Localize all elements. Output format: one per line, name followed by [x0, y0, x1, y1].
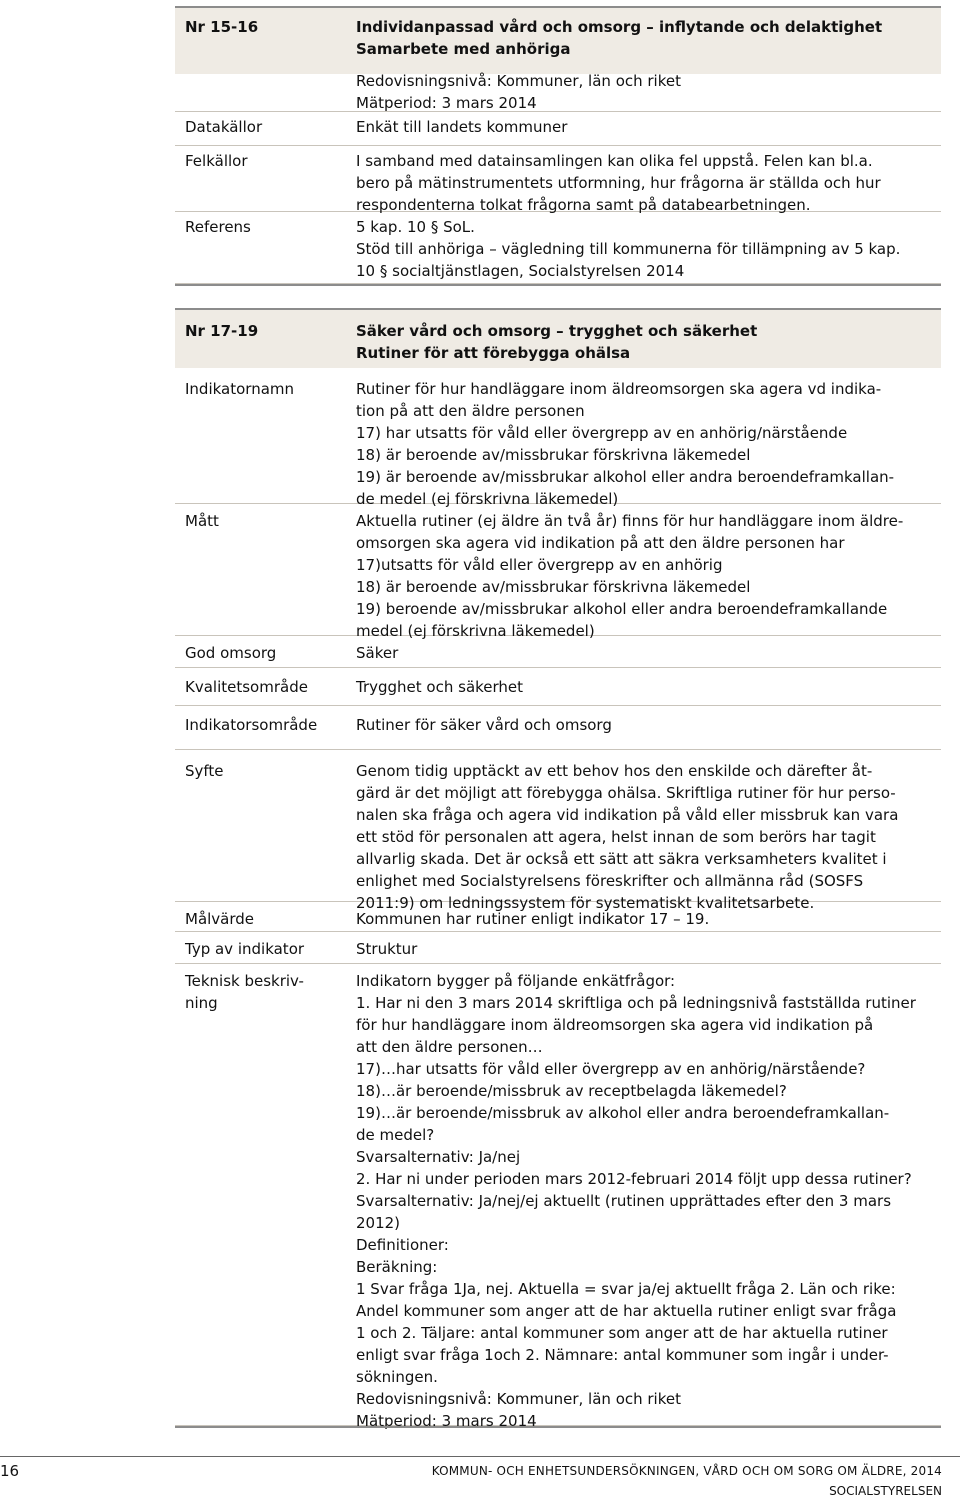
row-value: [356, 378, 936, 510]
value-line: 17)utsatts för våld eller övergrepp av en anhörig: [356, 556, 723, 574]
table-row: [175, 112, 941, 146]
value-line: Beräkning:: [356, 1258, 438, 1276]
value-line: omsorgen ska agera vid indikation på att den äldre personen har: [356, 534, 845, 552]
table-row: [175, 66, 941, 112]
row-value: [356, 970, 936, 1432]
value-line: Svarsalternativ: Ja/nej/ej aktuellt (rutinen upprättades efter den 3 mars: [356, 1192, 892, 1210]
value-line: bero på mätinstrumentets utformning, hur frågorna är ställda och hur: [356, 174, 881, 192]
value-line: 2012): [356, 1214, 401, 1232]
row-label: Datakällor: [185, 118, 263, 136]
table-row: [175, 638, 941, 668]
value-line: 17)…har utsatts för våld eller övergrepp av en anhörig/närstående?: [356, 1060, 866, 1078]
value-line: tion på att den äldre personen: [356, 402, 585, 420]
value-line: Enkät till landets kommuner: [356, 118, 568, 136]
value-line: Mätperiod: 3 mars 2014: [356, 1412, 537, 1430]
table-row: [175, 212, 941, 284]
indicator-title: Säker vård och omsorg – trygghet och säkerhet Rutiner för att förebygga ohälsa: [356, 322, 758, 362]
value-line: 1 Svar fråga 1Ja, nej. Aktuella = svar ja/ej aktuellt fråga 2. Län och rike:: [356, 1280, 896, 1298]
page-number: 16: [0, 1462, 20, 1480]
value-line: 1 och 2. Täljare: antal kommuner som anger att de har aktuella rutiner: [356, 1324, 888, 1342]
value-line: ett stöd för personalen att agera, helst innan de som berörs har tagit: [356, 828, 876, 846]
footer-org: SOCIALSTYRELSEN: [829, 1484, 942, 1498]
value-line: Aktuella rutiner (ej äldre än två år) finns för hur handläggare inom äldre-: [356, 512, 904, 530]
value-line: allvarlig skada. Det är också ett sätt att säkra verksamheters kvalitet i: [356, 850, 887, 868]
value-line: Struktur: [356, 940, 418, 958]
value-line: medel (ej förskrivna läkemedel): [356, 622, 595, 640]
indicator-number: Nr 15-16: [185, 18, 259, 36]
value-line: Stöd till anhöriga – vägledning till kommunerna för tillämpning av 5 kap.: [356, 240, 901, 258]
footer-title: KOMMUN- OCH ENHETSUNDERSÖKNINGEN, VÅRD OCH OM SORG OM ÄLDRE, 2014: [431, 1464, 942, 1478]
value-line: 18) är beroende av/missbrukar förskrivna läkemedel: [356, 446, 751, 464]
value-line: 10 § socialtjänstlagen, Socialstyrelsen 2014: [356, 262, 685, 280]
value-line: Säker: [356, 644, 399, 662]
row-label: God omsorg: [185, 644, 277, 662]
value-line: Redovisningsnivå: Kommuner, län och riket: [356, 72, 681, 90]
row-label: Indikatorsområde: [185, 716, 318, 734]
row-label: Syfte: [185, 762, 224, 780]
value-line: sökningen.: [356, 1368, 438, 1386]
value-line: Trygghet och säkerhet: [356, 678, 524, 696]
value-line: 5 kap. 10 § SoL.: [356, 218, 475, 236]
value-line: 2. Har ni under perioden mars 2012-februari 2014 följt upp dessa rutiner?: [356, 1170, 912, 1188]
table-header: [175, 310, 941, 368]
row-value: [356, 216, 936, 282]
table-row: [175, 904, 941, 932]
value-line: Mätperiod: 3 mars 2014: [356, 94, 537, 112]
table-row: [175, 966, 941, 1430]
value-line: 18) är beroende av/missbrukar förskrivna läkemedel: [356, 578, 751, 596]
value-line: de medel?: [356, 1126, 435, 1144]
value-line: 19) beroende av/missbrukar alkohol eller andra beroendeframkallande: [356, 600, 888, 618]
row-value: [356, 760, 936, 914]
row-value: [356, 510, 936, 642]
row-label: Felkällor: [185, 152, 248, 170]
value-line: 19) är beroende av/missbrukar alkohol eller andra beroendeframkallan-: [356, 468, 895, 486]
value-line: för hur handläggare inom äldreomsorgen ska agera vid indikation på: [356, 1016, 874, 1034]
value-line: enlighet med Socialstyrelsens föreskrifter och allmänna råd (SOSFS: [356, 872, 864, 890]
table-bottom-rule: [175, 1426, 941, 1428]
table-row: [175, 756, 941, 912]
indicator-title: Individanpassad vård och omsorg – inflytande och delaktighet Samarbete med anhöriga: [356, 18, 883, 58]
row-value: [356, 150, 936, 216]
row-value: [356, 908, 936, 930]
value-line: 2011:9) om ledningssystem för systematiskt kvalitetsarbete.: [356, 894, 815, 912]
value-line: 1. Har ni den 3 mars 2014 skriftliga och på ledningsnivå fastställda rutiner: [356, 994, 916, 1012]
value-line: Rutiner för säker vård och omsorg: [356, 716, 612, 734]
table-row: [175, 672, 941, 706]
value-line: Definitioner:: [356, 1236, 449, 1254]
row-value: [356, 938, 936, 960]
table-row: [175, 146, 941, 212]
row-label: Målvärde: [185, 910, 255, 928]
value-line: Kommunen har rutiner enligt indikator 17 – 19.: [356, 910, 710, 928]
table-row: [175, 374, 941, 508]
table-bottom-rule: [175, 284, 941, 286]
value-line: gärd är det möjligt att förebygga ohälsa. Skriftliga rutiner för hur perso-: [356, 784, 896, 802]
value-line: att den äldre personen…: [356, 1038, 543, 1056]
row-value: [356, 642, 936, 664]
value-line: 18)…är beroende/missbruk av receptbelagda läkemedel?: [356, 1082, 787, 1100]
row-label: Mått: [185, 512, 219, 530]
table-row: [175, 506, 941, 640]
table-header: [175, 8, 941, 74]
row-label: Typ av indikator: [185, 940, 305, 958]
row-value: [356, 676, 936, 698]
value-line: I samband med datainsamlingen kan olika fel uppstå. Felen kan bl.a.: [356, 152, 873, 170]
value-line: 19)…är beroende/missbruk av alkohol eller andra beroendeframkallan-: [356, 1104, 890, 1122]
table-row: [175, 710, 941, 750]
row-value: [356, 714, 936, 736]
row-label: Kvalitetsområde: [185, 678, 308, 696]
value-line: Redovisningsnivå: Kommuner, län och riket: [356, 1390, 681, 1408]
row-value: [356, 70, 936, 114]
footer-rule: [0, 1456, 960, 1457]
value-line: nalen ska fråga och agera vid indikation på våld eller missbruk kan vara: [356, 806, 899, 824]
value-line: Andel kommuner som anger att de har aktuella rutiner enligt svar fråga: [356, 1302, 897, 1320]
row-label: Indikatornamn: [185, 380, 295, 398]
value-line: de medel (ej förskrivna läkemedel): [356, 490, 619, 508]
value-line: 17) har utsatts för våld eller övergrepp av en anhörig/närstående: [356, 424, 848, 442]
indicator-number: Nr 17-19: [185, 322, 259, 340]
value-line: Indikatorn bygger på följande enkätfrågor:: [356, 972, 676, 990]
value-line: Genom tidig upptäckt av ett behov hos den enskilde och därefter åt-: [356, 762, 873, 780]
row-value: [356, 116, 936, 138]
value-line: enligt svar fråga 1och 2. Nämnare: antal kommuner som ingår i under-: [356, 1346, 889, 1364]
table-row: [175, 934, 941, 964]
row-label: Referens: [185, 218, 251, 236]
value-line: respondenterna tolkat frågorna samt på databearbetningen.: [356, 196, 811, 214]
value-line: Rutiner för hur handläggare inom äldreomsorgen ska agera vd indika-: [356, 380, 882, 398]
row-label: Teknisk beskriv- ning: [185, 972, 304, 1012]
value-line: Svarsalternativ: Ja/nej: [356, 1148, 521, 1166]
